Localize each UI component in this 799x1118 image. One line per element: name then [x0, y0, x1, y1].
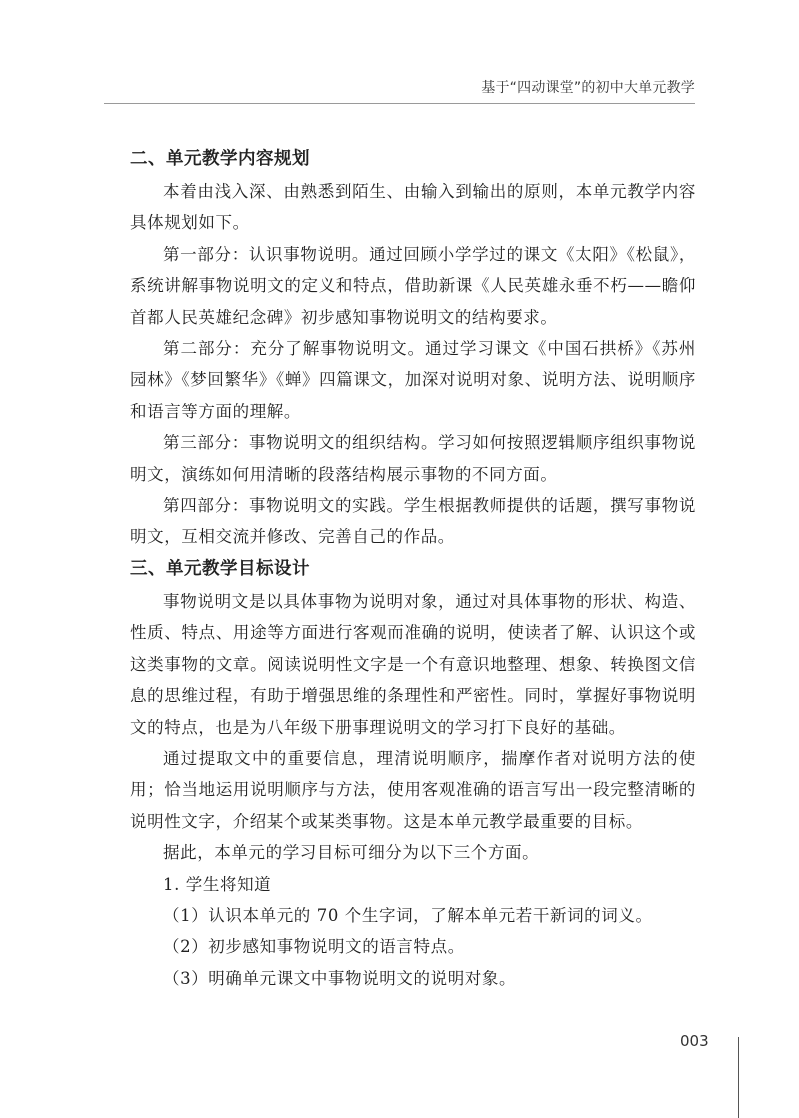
- page-number: 003: [680, 1032, 709, 1050]
- section-3-paragraph: 据此，本单元的学习目标可细分为以下三个方面。: [163, 843, 540, 863]
- page-edge-rule: [738, 1037, 739, 1118]
- section-3-paragraph: 通过提取文中的重要信息，理清说明顺序，揣摩作者对说明方法的使用；恰当地运用说明顺序与方法，使用客观准确的语言写出一段完整清晰的说明性文字，介绍某个或某类事物。这是本单元教学最重要的目标。: [130, 748, 696, 831]
- objective-item: （2）初步感知事物说明文的语言特点。: [163, 937, 465, 957]
- page-body: [130, 143, 696, 994]
- section-2-paragraph: 第三部分：事物说明文的组织结构。学习如何按照逻辑顺序组织事物说明文，演练如何用清晰的段落结构展示事物的不同方面。: [130, 433, 696, 484]
- objective-subheading: 1. 学生将知道: [163, 874, 272, 894]
- running-header: 基于“四动课堂”的初中大单元教学: [481, 80, 695, 96]
- objective-item: （1）认识本单元的 70 个生字词，了解本单元若干新词的词义。: [163, 905, 653, 925]
- section-2-paragraph: 本着由浅入深、由熟悉到陌生、由输入到输出的原则，本单元教学内容具体规划如下。: [130, 182, 696, 233]
- section-2-paragraph: 第一部分：认识事物说明。通过回顾小学学过的课文《太阳》《松鼠》，系统讲解事物说明文的定义和特点，借助新课《人民英雄永垂不朽——瞻仰首都人民英雄纪念碑》初步感知事物说明文的结构要求。: [130, 244, 696, 327]
- header-divider: [104, 103, 695, 104]
- objective-item: （3）明确单元课文中事物说明文的说明对象。: [163, 968, 517, 988]
- section-3-heading: 三、单元教学目标设计: [130, 558, 310, 579]
- section-2-paragraph: 第四部分：事物说明文的实践。学生根据教师提供的话题，撰写事物说明文，互相交流并修改、完善自己的作品。: [130, 496, 696, 547]
- section-2-paragraph: 第二部分：充分了解事物说明文。通过学习课文《中国石拱桥》《苏州园林》《梦回繁华》《蝉》四篇课文，加深对说明对象、说明方法、说明顺序和语言等方面的理解。: [130, 339, 696, 421]
- section-2-heading: 二、单元教学内容规划: [130, 149, 310, 169]
- section-3-paragraph: 事物说明文是以具体事物为说明对象，通过对具体事物的形状、构造、性质、特点、用途等方面进行客观而准确的说明，使读者了解、认识这个或这类事物的文章。阅读说明性文字是一个有意识地整理、想象、转换图文信息的思维过程，有助于增强思维的条理性和严密性。同时，掌握好事物说明文的特点，也是为八年级下册事理说明文的学习打下良好的基础。: [130, 591, 696, 737]
